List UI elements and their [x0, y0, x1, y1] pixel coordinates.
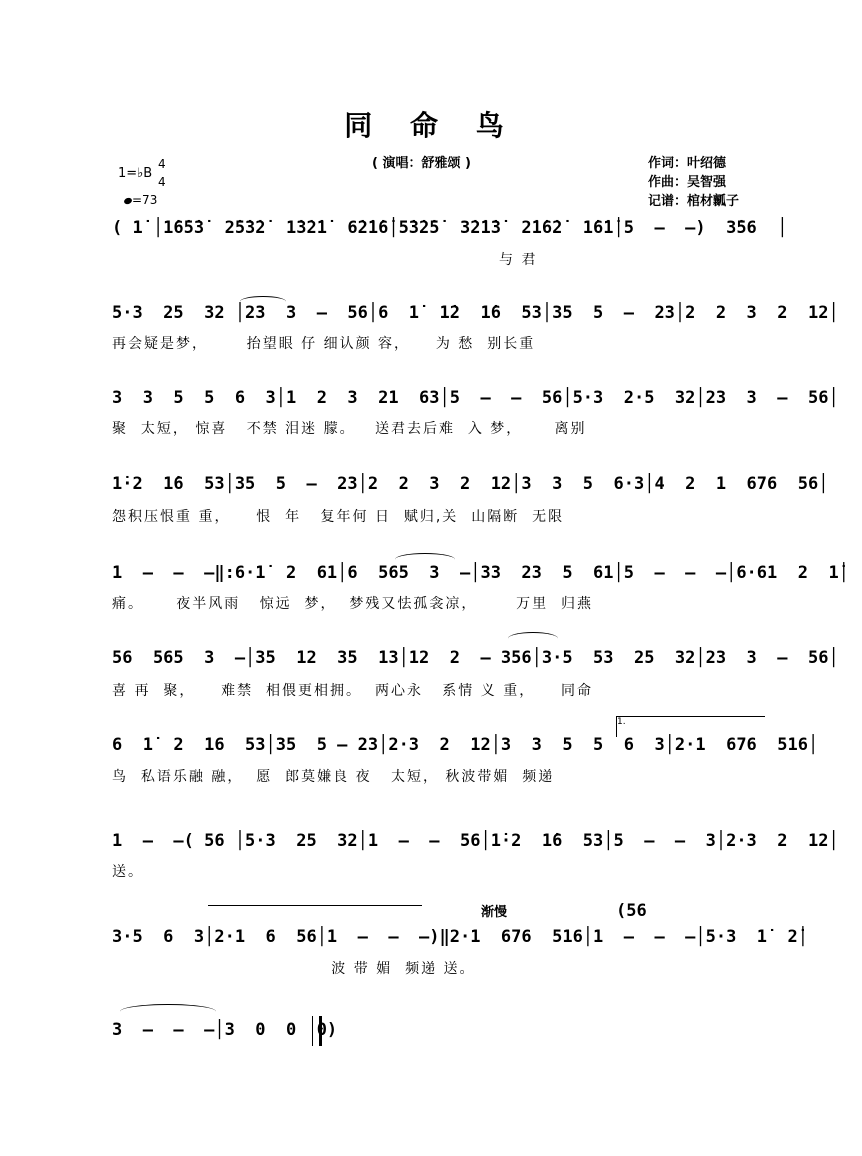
score-line-4: 1̇·2 1̇6 53│35 5 – 23│2 2 3 2 12│3 3 5 6·3│4 2 1 676 56│: [112, 474, 829, 494]
lyric-line-9: 波 带 媚 频递 送。: [112, 961, 476, 977]
lyric-line-7: 鸟 私语乐融 融， 愿 郎莫嫌良 夜 太短， 秋波带媚 频递: [112, 769, 555, 785]
lyric-line-5: 痛。 夜半风雨 惊远 梦， 梦残又怯孤衾凉， 万里 归燕: [112, 596, 594, 612]
meter-top: 4: [158, 157, 166, 171]
key-signature: 1=♭B: [118, 166, 153, 181]
volta-bracket-2: [208, 905, 422, 906]
volta-number: 1.: [617, 717, 626, 727]
lyric-line-3: 聚 太短， 惊喜 不禁 泪迷 朦。 送君去后难 入 梦， 离别: [112, 421, 587, 437]
lyric-line-1: 与 君: [112, 252, 538, 268]
page-title: 同 命 鸟: [344, 109, 518, 142]
score-line-7: 6 1̇ 2 16 53│35 5 – 23│2·3 2 12│3 3 5 5 6 3│2·1 676 516│: [112, 735, 819, 755]
expression-mark: 渐慢: [481, 905, 508, 920]
score-line-3: 3 3 5 5 6 3│1 2 3 21 63│5 – – 56│5·3 2·5 32│23 3 – 56│: [112, 388, 839, 408]
score-line-9: 3·5 6 3│2·1 6 56│1 – – –)‖2·1 676 516│1 – – –│5·3 1̇ 2̇│: [112, 927, 808, 947]
lyricist-credit: 作词：叶绍德: [648, 156, 727, 171]
transcriber-credit: 记谱：棺材瓤子: [648, 194, 740, 209]
score-line-final: 3 – – –│3 0 0 0): [112, 1020, 338, 1040]
tempo-value: =73: [132, 193, 158, 207]
score-line-2: 5·3 25 32 │23 3 – 56│6 1̇ 1̇2 1̇6 53│35 5 – 23│2 2 3 2 12│: [112, 303, 839, 323]
slur: [395, 553, 455, 566]
final-barline: [312, 1016, 322, 1046]
slur: [508, 632, 558, 645]
meter-bottom: 4: [158, 175, 166, 189]
score-line-8: 1 – –( 56 │5·3 25 32│1 – – 56│1̇·2 1̇6 53│5 – – 3│2·3 2 12│: [112, 831, 839, 851]
score-line-1: ( 1̇ │1̇6̇5̇3̇ 2̇5̇3̇2̇ 1̇3̇2̇1̇ 6̇2̇1̇6̇│5̇3̇2̇5̇ 3̇2̇1̇3̇ 2̇1̇6̇2̇ 1̇6̇1̇│5 – –) 3̇56 │: [112, 218, 788, 238]
intro-parenthesis: (56: [616, 901, 647, 921]
composer-credit: 作曲：吴智强: [648, 175, 727, 190]
lyric-line-2: 再会疑是梦， 抬望眼 仔 细认颜 容， 为 愁 别长重: [112, 336, 536, 352]
score-line-6: 56 565 3 –│35 12 35 13│12 2 – 356│3·5 53 25 32│23 3 – 56│: [112, 648, 839, 668]
score-line-5: 1 – – –‖:6·1̇ 2 61│6 565 3 –│33 23 5 61│5 – – –│6·61 2 1̇│: [112, 563, 849, 583]
singer-credit: ( 演唱：舒雅颂 ): [372, 156, 471, 171]
lyric-line-6: 喜 再 聚， 难禁 相偎更相拥。 两心永 系情 义 重， 同命: [112, 683, 594, 699]
volta-bracket-1: [616, 716, 765, 737]
lyric-line-4: 怨积压恨重 重， 恨 年 复年何 日 赋归,关 山隔断 无限: [112, 509, 565, 525]
slur: [120, 1004, 216, 1019]
lyric-line-8: 送。: [112, 864, 144, 880]
slur: [240, 296, 286, 307]
tempo-mark: [124, 193, 157, 207]
